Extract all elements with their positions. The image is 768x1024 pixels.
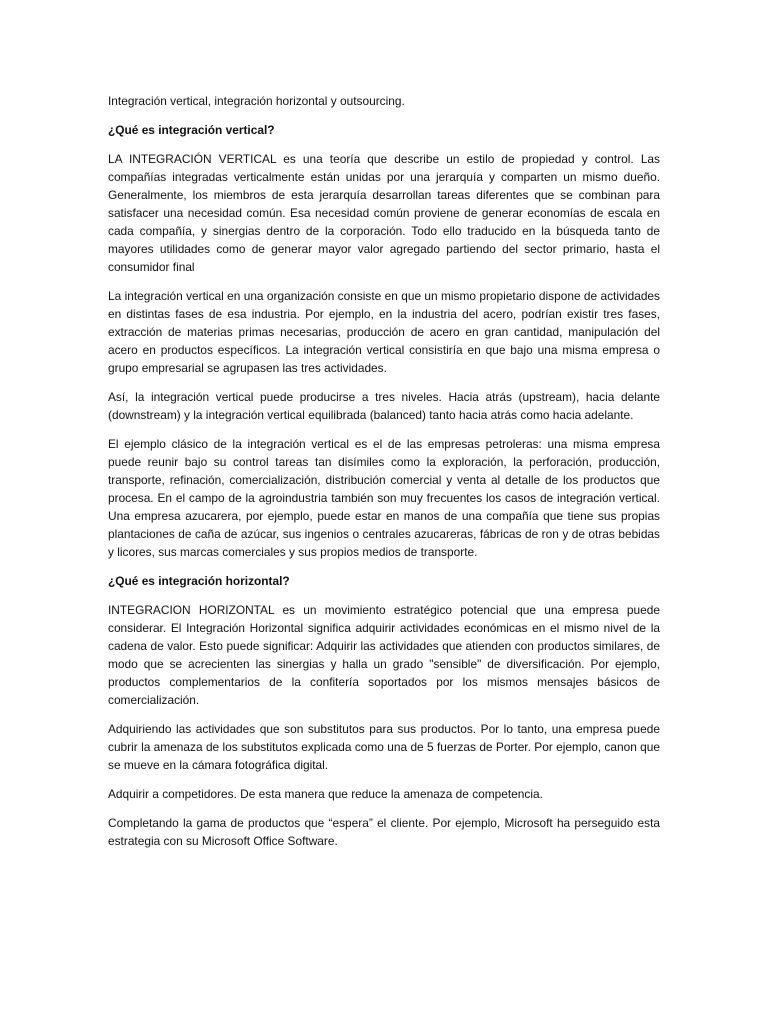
- paragraph-horizontal-definition: INTEGRACION HORIZONTAL es un movimiento estratégico potencial que una empresa puede considerar. El Integración Horizontal significa adquirir actividades económicas en el mismo nivel de la cadena de valor. Esto puede significar: Adquirir las actividades que atienden con productos similares, de modo que se acrecienten las sinergias y halla un grado "sensible" de diversificación. Por ejemplo, productos complementarios de la confitería soportados por los mismos mensajes básicos de comercialización.: [108, 603, 660, 707]
- paragraph-vertical-organization: La integración vertical en una organización consiste en que un mismo propietario dispone de actividades en distintas fases de esa industria. Por ejemplo, en la industria del acero, podrían existir tres fases, extracción de materias primas necesarias, producción de acero en gran cantidad, manipulación del acero en productos específicos. La integración vertical consistiría en que bajo una misma empresa o grupo empresarial se agrupasen las tres actividades.: [108, 289, 660, 375]
- heading-vertical-integration: ¿Qué es integración vertical?: [108, 123, 275, 137]
- paragraph-vertical-example: El ejemplo clásico de la integración vertical es el de las empresas petroleras: una misma empresa puede reunir bajo su control tareas tan disímiles como la exploración, la perforación, producción, transporte, refinación, comercialización, distribución comercial y venta al detalle de los productos que procesa. En el campo de la agroindustria también son muy frecuentes los casos de integración vertical. Una empresa azucarera, por ejemplo, puede estar en manos de una compañía que tiene sus propias plantaciones de caña de azúcar, sus ingenios o centrales azucareras, fábricas de ron y de otras bebidas y licores, sus marcas comerciales y sus propios medios de transporte.: [108, 437, 660, 559]
- paragraph-horizontal-product-range: Completando la gama de productos que “espera” el cliente. Por ejemplo, Microsoft ha perseguido esta estrategia con su Microsoft Office Software.: [108, 816, 660, 848]
- paragraph-horizontal-substitutes: Adquiriendo las actividades que son substitutos para sus productos. Por lo tanto, una empresa puede cubrir la amenaza de los substitutos explicada como una de 5 fuerzas de Porter. Por ejemplo, canon que se mueve en la cámara fotográfica digital.: [108, 722, 660, 772]
- document-page: [108, 92, 660, 861]
- paragraph-vertical-levels: Así, la integración vertical puede producirse a tres niveles. Hacia atrás (upstream), hacia delante (downstream) y la integración vertical equilibrada (balanced) tanto hacia atrás como hacia adelante.: [108, 390, 660, 422]
- paragraph-vertical-definition: LA INTEGRACIÓN VERTICAL es una teoría que describe un estilo de propiedad y control. Las compañías integradas verticalmente están unidas por una jerarquía y comparten un mismo dueño. Generalmente, los miembros de esta jerarquía desarrollan tareas diferentes que se combinan para satisfacer una necesidad común. Esa necesidad común proviene de generar economías de escala en cada compañía, y sinergias dentro de la corporación. Todo ello traducido en la búsqueda tanto de mayores utilidades como de generar mayor valor agregado partiendo del sector primario, hasta el consumidor final: [108, 152, 660, 274]
- heading-horizontal-integration: ¿Qué es integración horizontal?: [108, 574, 290, 588]
- paragraph-horizontal-competitors: Adquirir a competidores. De esta manera que reduce la amenaza de competencia.: [108, 787, 543, 801]
- document-title: Integración vertical, integración horizontal y outsourcing.: [108, 94, 405, 108]
